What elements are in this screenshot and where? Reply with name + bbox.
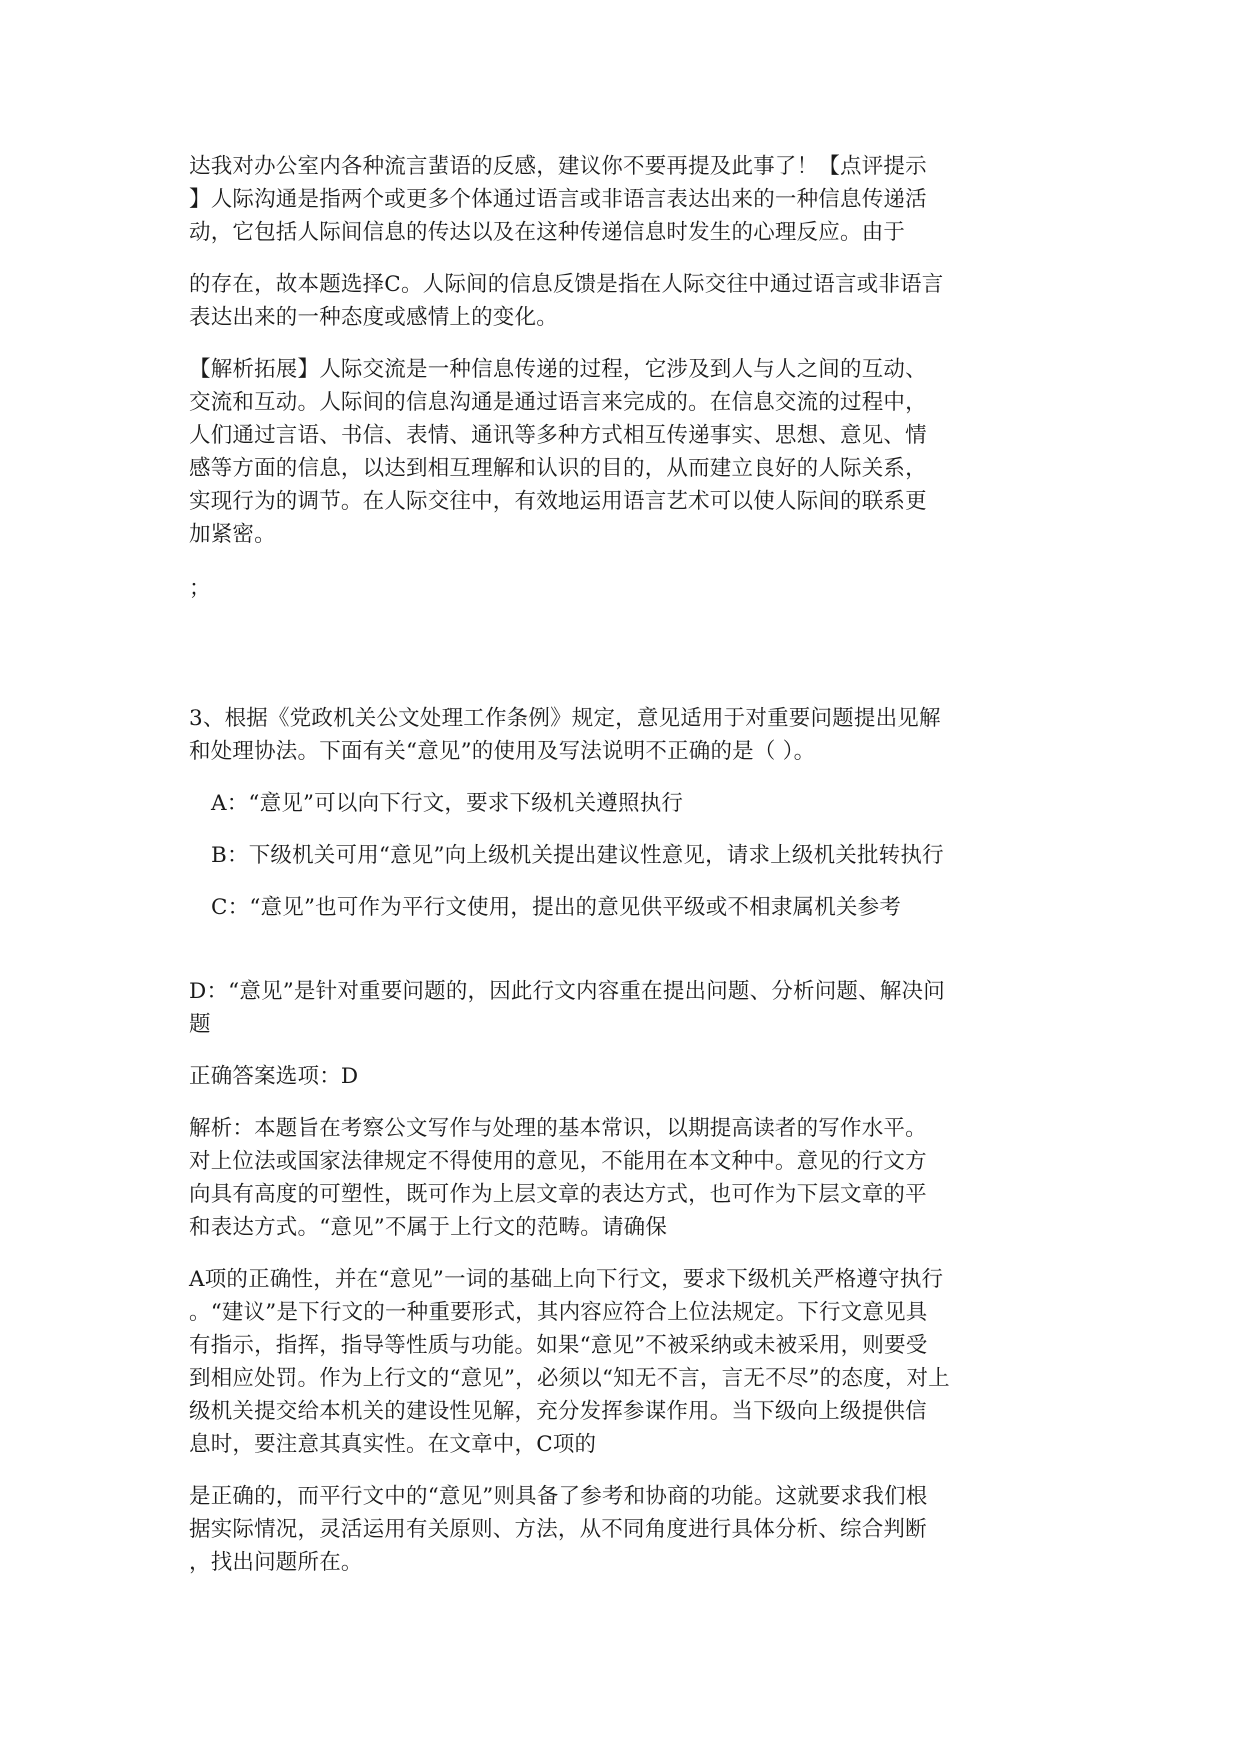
analysis-line: 解析：本题旨在考察公文写作与处理的基本常识，以期提高读者的写作水平。 (189, 1116, 927, 1141)
analysis-line: 对上位法或国家法律规定不得使用的意见，不能用在本文种中。意见的行文方 (189, 1149, 927, 1174)
paragraph-line: 表达出来的一种态度或感情上的变化。 (189, 305, 558, 330)
analysis-line: 是正确的，而平行文中的“意见”则具备了参考和协商的功能。这就要求我们根 (189, 1484, 928, 1509)
analysis-line: 级机关提交给本机关的建设性见解，充分发挥参谋作用。当下级向上级提供信 (189, 1399, 927, 1424)
paragraph-line: 动，它包括人际间信息的传达以及在这种传递信息时发生的心理反应。由于 (189, 220, 906, 245)
analysis-line: 息时，要注意其真实性。在文章中，C项的 (189, 1432, 597, 1457)
analysis-line: 有指示，指挥，指导等性质与功能。如果“意见”不被采纳或未被采用，则要受 (189, 1333, 928, 1358)
analysis-line: A项的正确性，并在“意见”一词的基础上向下行文，要求下级机关严格遵守执行 (189, 1267, 944, 1292)
paragraph-line: 交流和互动。人际间的信息沟通是通过语言来完成的。在信息交流的过程中， (189, 390, 927, 415)
analysis-line: 向具有高度的可塑性，既可作为上层文章的表达方式，也可作为下层文章的平 (189, 1182, 927, 1207)
option-c: C：“意见”也可作为平行文使用，提出的意见供平级或不相隶属机关参考 (211, 895, 902, 920)
paragraph-line: 】人际沟通是指两个或更多个体通过语言或非语言表达出来的一种信息传递活 (189, 187, 927, 212)
separator-mark: ； (189, 576, 211, 601)
option-a: A：“意见”可以向下行文，要求下级机关遵照执行 (211, 791, 684, 816)
option-d: D：“意见”是针对重要问题的，因此行文内容重在提出问题、分析问题、解决问 (189, 979, 945, 1004)
analysis-line: 到相应处罚。作为上行文的“意见”，必须以“知无不言，言无不尽”的态度，对上 (189, 1366, 950, 1391)
paragraph-line: 达我对办公室内各种流言蜚语的反感，建议你不要再提及此事了！【点评提示 (189, 154, 927, 179)
analysis-line: 据实际情况，灵活运用有关原则、方法，从不同角度进行具体分析、综合判断 (189, 1517, 927, 1542)
paragraph-line: 实现行为的调节。在人际交往中，有效地运用语言艺术可以使人际间的联系更 (189, 489, 927, 514)
paragraph-line: 感等方面的信息，以达到相互理解和认识的目的，从而建立良好的人际关系， (189, 456, 927, 481)
analysis-line: 。“建议”是下行文的一种重要形式，其内容应符合上位法规定。下行文意见具 (189, 1300, 928, 1325)
question-stem: 3、根据《党政机关公文处理工作条例》规定，意见适用于对重要问题提出见解 (189, 706, 941, 731)
question-stem: 和处理协法。下面有关“意见”的使用及写法说明不正确的是（ ）。 (189, 739, 816, 764)
answer-line: 正确答案选项：D (189, 1064, 359, 1089)
paragraph-line: 人们通过言语、书信、表情、通讯等多种方式相互传递事实、思想、意见、情 (189, 423, 927, 448)
paragraph-line: 加紧密。 (189, 522, 276, 547)
option-d: 题 (189, 1012, 211, 1037)
analysis-line: ，找出问题所在。 (189, 1550, 363, 1575)
option-b: B：下级机关可用“意见”向上级机关提出建议性意见，请求上级机关批转执行 (211, 843, 944, 868)
paragraph-line: 的存在，故本题选择C。人际间的信息反馈是指在人际交往中通过语言或非语言 (189, 272, 944, 297)
analysis-line: 和表达方式。“意见”不属于上行文的范畴。请确保 (189, 1215, 668, 1240)
paragraph-line: 【解析拓展】人际交流是一种信息传递的过程，它涉及到人与人之间的互动、 (189, 357, 927, 382)
